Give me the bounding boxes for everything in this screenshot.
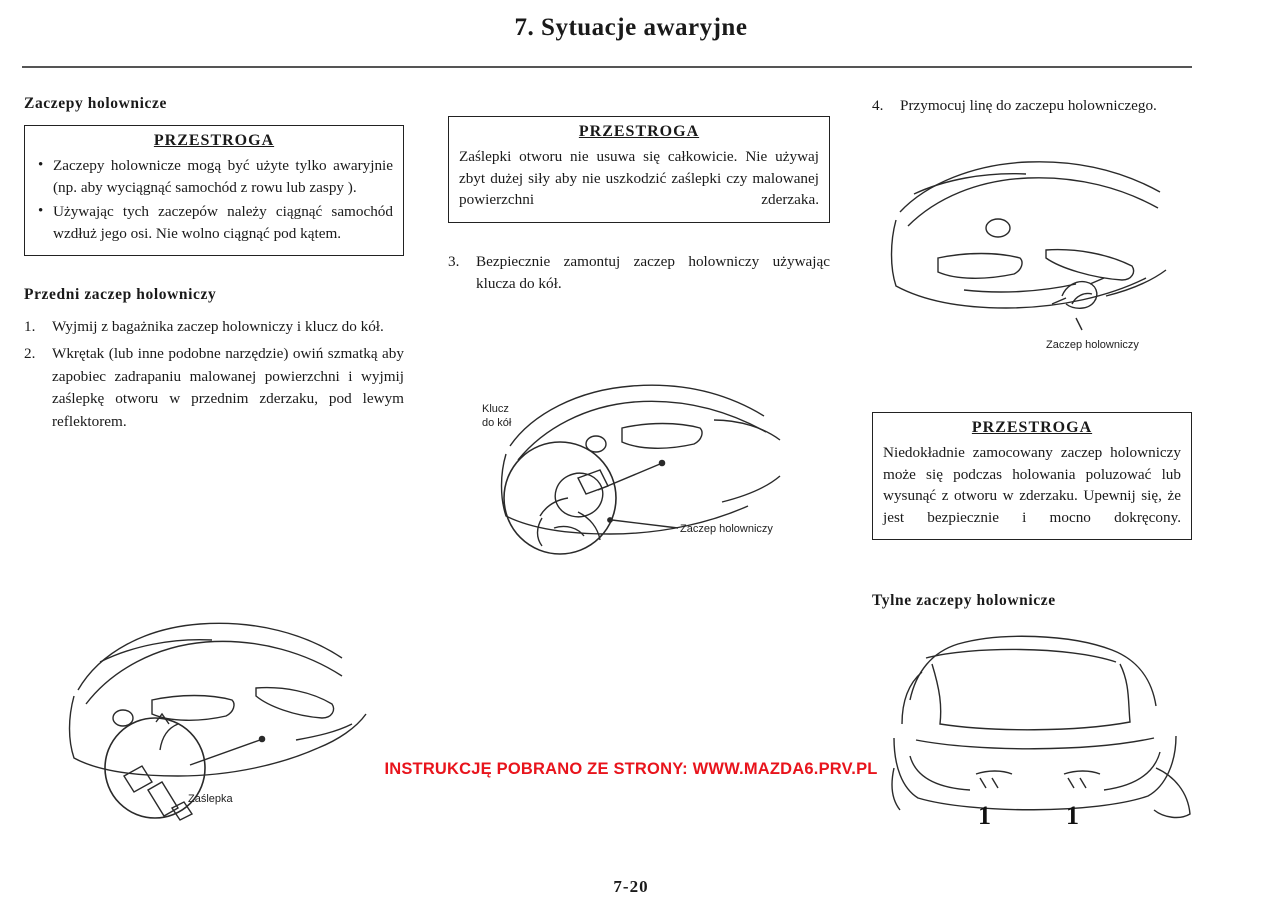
caution-box-3 xyxy=(872,412,1192,540)
list-item xyxy=(872,95,1192,117)
step-number: 4. xyxy=(872,97,884,114)
caution-body xyxy=(883,442,1181,528)
step-text: Wkrętak (lub inne podobne narzędzie) owiń szmatką aby zapobiec zadrapaniu malowanej powierzchni i wyjmij zaślepkę otworu w przednim zderzaku, pod lewym reflektorem. xyxy=(52,345,404,430)
step-text: Wyjmij z bagażnika zaczep holowniczy i klucz do kół. xyxy=(52,318,384,336)
rear-hook-label-left: 1 xyxy=(978,801,991,830)
figure-label-hook: Zaczep holowniczy xyxy=(680,523,773,535)
figure-wrench-install-hook xyxy=(482,378,792,588)
section-heading-front-hook: Przedni zaczep holowniczy xyxy=(24,286,217,304)
figure-label-wrench-line1: Klucz xyxy=(482,403,509,415)
section-heading-rear-hooks: Tylne zaczepy holownicze xyxy=(872,592,1056,609)
section-heading-towing-hooks: Zaczepy holownicze xyxy=(24,95,167,112)
figure-front-hook-attached-drawing xyxy=(880,158,1180,368)
list-item xyxy=(24,343,404,432)
caution-box-1 xyxy=(24,125,404,256)
list-item: • Używając tych zaczepów należy ciągnąć samochód wzdłuż jego osi. Nie wolno ciągnąć pod kątem. xyxy=(53,201,393,245)
page-number: 7-20 xyxy=(613,877,649,896)
rear-hook-label-right: 1 xyxy=(1066,801,1079,830)
caution-text: Niedokładnie zamocowany zaczep holowniczy może się podczas holowania poluzować lub wysunąć z otworu w zderzaku. Upewnij się, że jest bezpiecznie i mocno dokręcony. xyxy=(883,444,1181,526)
figure-front-hook-attached xyxy=(880,158,1180,368)
caution-title: PRZESTROGA xyxy=(971,419,1093,436)
step-number: 1. xyxy=(24,318,36,336)
caution-text: Zaślepki otworu nie usuwa się całkowicie. Nie używaj zbyt dużej siły aby nie uszkodzić zaślepki czy malowanej powierzchni zderzaka. xyxy=(459,148,819,209)
caution-title: PRZESTROGA xyxy=(578,123,700,140)
step-text: Bezpiecznie zamontuj zaczep holowniczy używając klucza do kół. xyxy=(476,252,830,293)
step-text: Przymocuj linę do zaczepu holowniczego. xyxy=(900,97,1157,114)
caution-body xyxy=(459,146,819,211)
steps-list-install-hook xyxy=(448,251,830,296)
list-item xyxy=(448,251,830,296)
figure-wrench-install-hook-drawing xyxy=(482,378,792,588)
figure-rear-hooks-drawing xyxy=(880,628,1200,848)
figure-front-bumper-plug-drawing xyxy=(60,600,390,840)
list-item: • Zaczepy holownicze mogą być użyte tylko awaryjnie (np. aby wyciągnąć samochód z rowu lub zaspy ). xyxy=(53,155,393,199)
column-right xyxy=(872,95,1192,122)
caution-bullet-list xyxy=(35,155,393,245)
figure-label-wrench-line2: do kół xyxy=(482,417,512,429)
column-middle xyxy=(448,95,830,300)
steps-list-attach-rope xyxy=(872,95,1192,117)
header-divider xyxy=(22,66,1192,68)
column-left xyxy=(24,95,404,438)
steps-list-front-hook xyxy=(24,316,404,433)
caution-box-2 xyxy=(448,116,830,223)
figure-caption-plug: Zaślepka xyxy=(188,793,233,805)
step-number: 2. xyxy=(24,345,36,363)
caution-title: PRZESTROGA xyxy=(153,132,275,149)
list-item xyxy=(24,316,404,338)
page-title: 7. Sytuacje awaryjne xyxy=(514,14,748,41)
figure-front-bumper-plug xyxy=(60,600,390,840)
watermark-text: INSTRUKCJĘ POBRANO ZE STRONY: WWW.MAZDA6.PRV.PL xyxy=(384,760,878,778)
step-number: 3. xyxy=(448,252,460,270)
figure-caption-hook: Zaczep holowniczy xyxy=(1046,339,1139,351)
figure-rear-hooks xyxy=(880,628,1200,848)
